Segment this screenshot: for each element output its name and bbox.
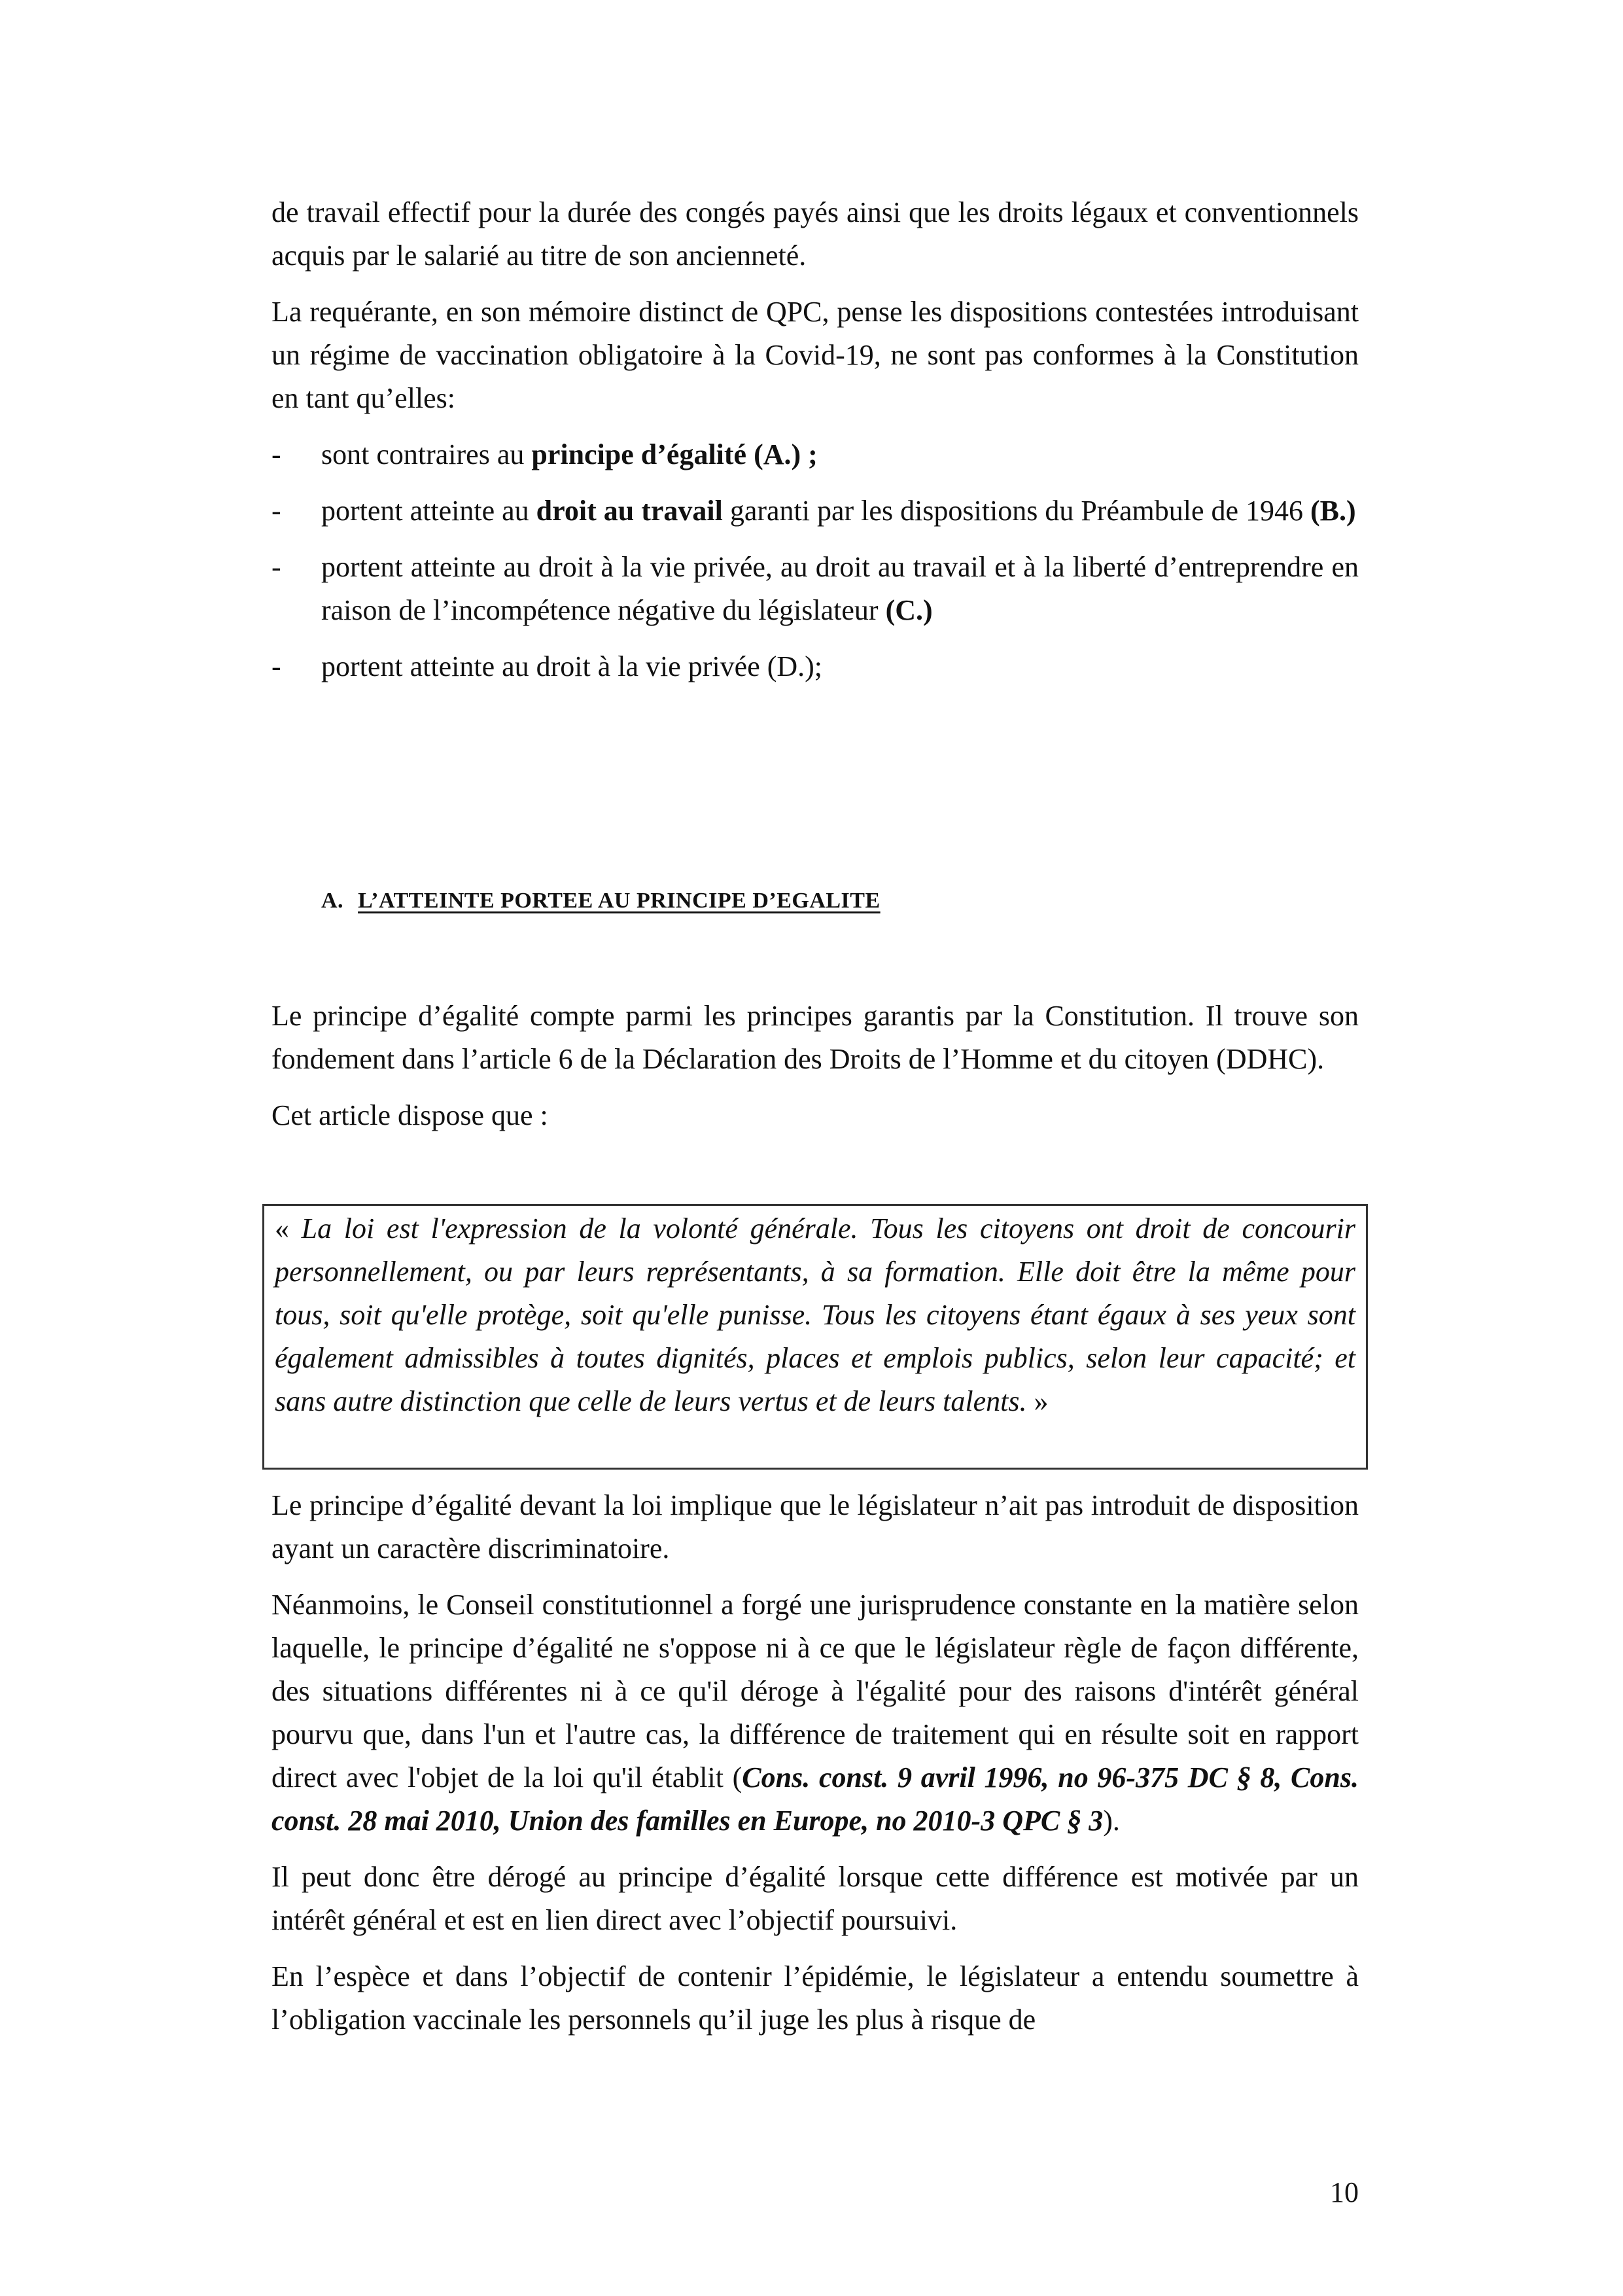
quote-close: »: [1026, 1385, 1049, 1417]
list-item-bold: (C.): [885, 594, 933, 626]
body-paragraph-5: Il peut donc être dérogé au principe d’égalité lorsque cette différence est motivée par un intérêt général et est en lien direct avec l’objectif poursuivi.: [271, 1861, 1359, 1936]
list-item-bold: (B.): [1310, 495, 1356, 527]
objections-list: [271, 433, 1359, 688]
list-item-text: portent atteinte au: [321, 495, 536, 527]
body-paragraph-3: Le principe d’égalité devant la loi implique que le législateur n’ait pas introduit de disposition ayant un caractère discriminatoire.: [271, 1489, 1359, 1564]
section-title: L’ATTEINTE PORTEE AU PRINCIPE D’EGALITE: [358, 889, 881, 913]
list-item: [271, 645, 1359, 688]
case-citation: Cons. const. 9 avril 1996, no 96-375 DC § 8, Cons. const. 28 mai 2010, Union des familles en Europe, no 2010-3 QPC § 3: [271, 1761, 1359, 1837]
intro-block: [271, 191, 1359, 701]
body-paragraph-4-text: Néanmoins, le Conseil constitutionnel a forgé une jurisprudence constante en la matière selon laquelle, le principe d’égalité ne s'oppose ni à ce que le législateur règle de façon différente, des situations différentes ni à ce qu'il déroge à l'égalité pour des raisons d'intérêt général pourvu que, dans l'un et l'autre cas, la différence de traitement qui en résulte soit en rapport direct avec l'objet de la loi qu'il établit (: [271, 1589, 1359, 1793]
quote-text: La loi est l'expression de la volonté générale. Tous les citoyens ont droit de concourir personnellement, ou par leurs représentants, à sa formation. Elle doit être la même pour tous, soit qu'elle protège, soit qu'elle punisse. Tous les citoyens étant égaux à ses yeux sont également admissibles à toutes dignités, places et emplois publics, selon leur capacité; et sans autre distinction que celle de leurs vertus et de leurs talents.: [275, 1212, 1355, 1417]
body-paragraph-1: Le principe d’égalité compte parmi les principes garantis par la Constitution. Il trouve son fondement dans l’article 6 de la Déclaration des Droits de l’Homme et du citoyen (DDHC).: [271, 1000, 1359, 1075]
bullet-dash: -: [271, 551, 281, 583]
list-item-bold: droit au travail: [536, 495, 723, 527]
bullet-dash: -: [271, 438, 281, 470]
section-number: A.: [321, 889, 344, 913]
body-paragraph-4-end: ).: [1103, 1805, 1120, 1837]
body-paragraph-6: En l’espèce et dans l’objectif de contenir l’épidémie, le législateur a entendu soumettre à l’obligation vaccinale les personnels qu’il juge les plus à risque de: [271, 1960, 1359, 2036]
body-block-bottom: [271, 1484, 1359, 2055]
list-item: [271, 546, 1359, 632]
list-item-text: portent atteinte au droit à la vie privée (D.);: [321, 650, 823, 682]
list-item-text: sont contraires au: [321, 438, 532, 470]
body-block-top: [271, 995, 1359, 1150]
intro-paragraph-1: de travail effectif pour la durée des congés payés ainsi que les droits légaux et conventionnels acquis par le salarié au titre de son ancienneté.: [271, 196, 1359, 272]
body-paragraph-2: Cet article dispose que :: [271, 1099, 548, 1131]
list-item-text: garanti par les dispositions du Préambule de 1946: [722, 495, 1311, 527]
list-item: [271, 489, 1359, 533]
page-number: 10: [1330, 2176, 1359, 2208]
body-paragraph-4: [271, 1583, 1359, 1843]
quote-open: «: [275, 1212, 302, 1245]
list-item: [271, 433, 1359, 476]
bullet-dash: -: [271, 650, 281, 682]
section-heading: [321, 887, 881, 915]
quote-box: [262, 1204, 1368, 1470]
list-item-text: portent atteinte au droit à la vie privée, au droit au travail et à la liberté d’entreprendre en raison de l’incompétence négative du législateur: [321, 551, 1359, 626]
bullet-dash: -: [271, 495, 281, 527]
intro-paragraph-2: La requérante, en son mémoire distinct de QPC, pense les dispositions contestées introduisant un régime de vaccination obligatoire à la Covid-19, ne sont pas conformes à la Constitution en tant qu’elles:: [271, 296, 1359, 414]
list-item-bold: principe d’égalité (A.) ;: [531, 438, 818, 470]
